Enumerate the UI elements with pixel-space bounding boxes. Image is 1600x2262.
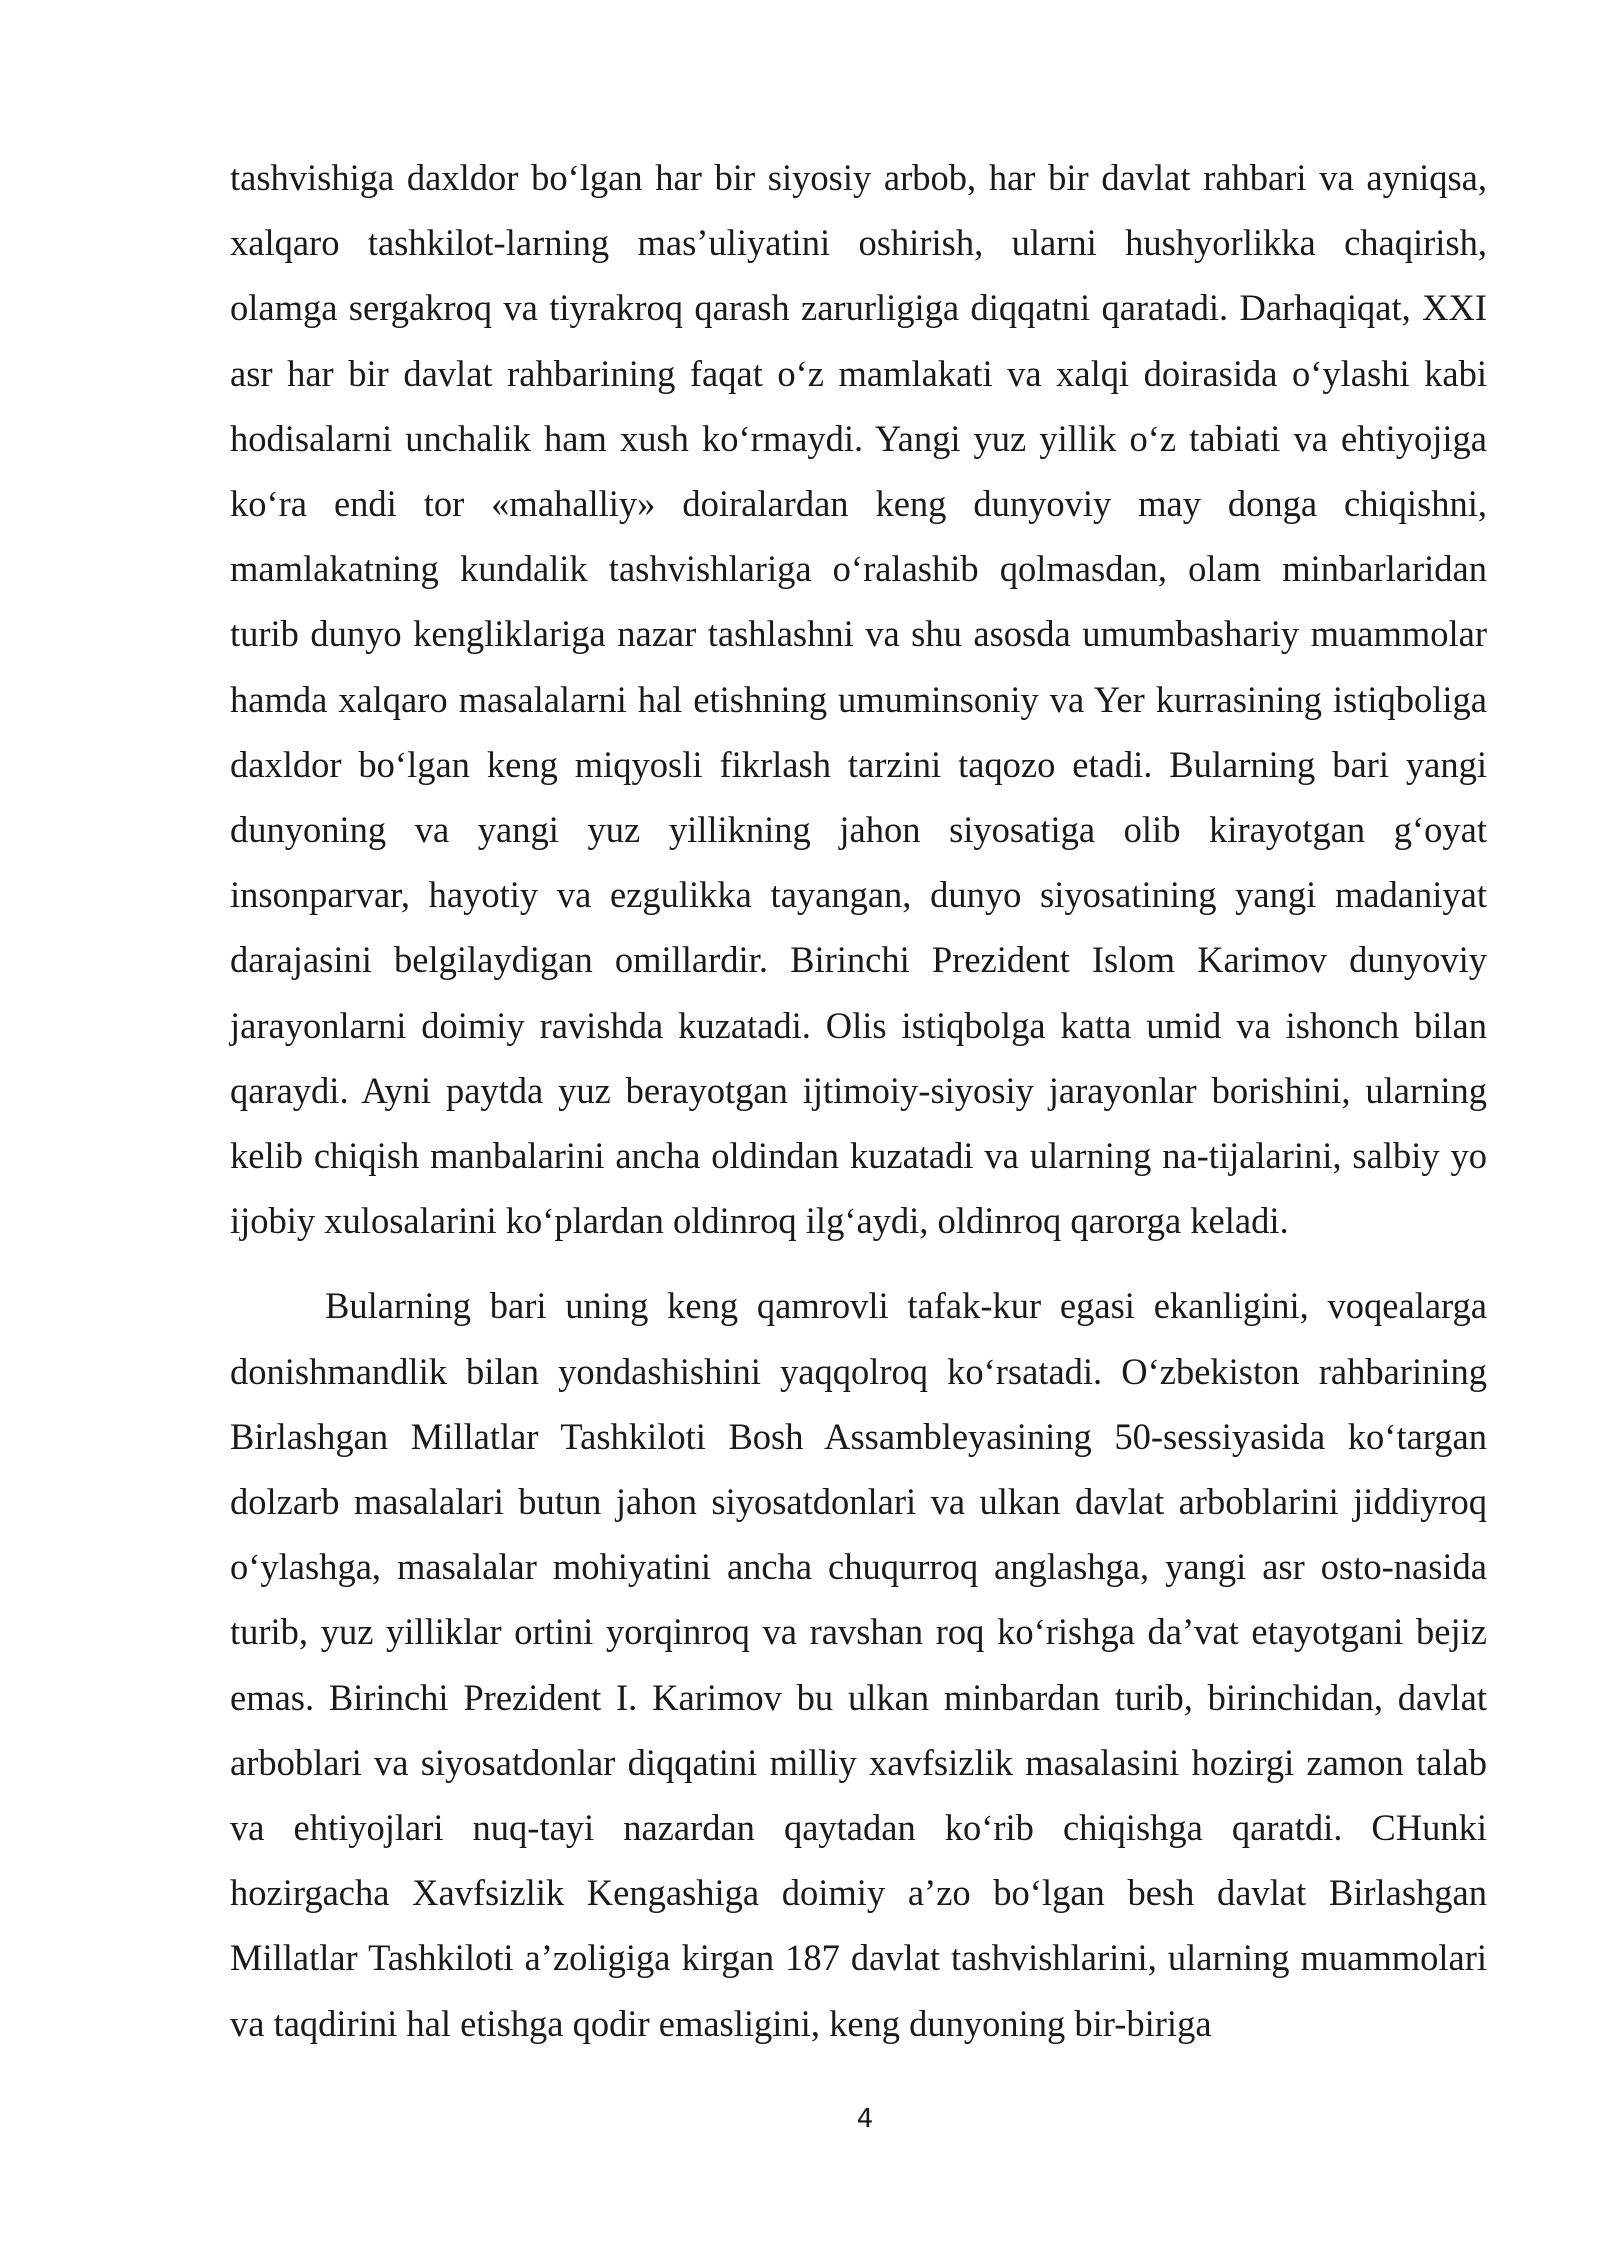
page-number: 4 bbox=[856, 2104, 874, 2134]
paragraph: tashvishiga daxldor bo‘lgan har bir siyosiy arbob, har bir davlat rahbari va ayniqsa, xalqaro tashkilot-larning mas’uliyatini oshirish, ularni hushyorlikka chaqirish, olamga sergakroq va tiyrakroq qarash zarurligiga diqqatni qaratadi. Darhaqiqat, XXI asr har bir davlat rahbarining faqat o‘z mamlakati va xalqi doirasida o‘ylashi kabi hodisalarni unchalik ham xush ko‘rmaydi. Yangi yuz yillik o‘z tabiati va ehtiyojiga ko‘ra endi tor «mahalliy» doiralardan keng dunyoviy may donga chiqishni, mamlakatning kundalik tashvishlariga o‘ralashib qolmasdan, olam minbarlaridan turib dunyo kengliklariga nazar tashlashni va shu asosda umumbashariy muammolar hamda xalqaro masalalarni hal etishning umuminsoniy va Yer kurrasining istiqboliga daxldor bo‘lgan keng miqyosli fikrlash tarzini taqozo etadi. Bularning bari yangi dunyoning va yangi yuz yillikning jahon siyosatiga olib kirayotgan g‘oyat insonparvar, hayotiy va ezgulikka tayangan, dunyo siyosatining yangi madaniyat darajasini belgilaydigan omillardir. Birinchi Prezident Islom Karimov dunyoviy jarayonlarni doimiy ravishda kuzatadi. Olis istiqbolga katta umid va ishonch bilan qaraydi. Ayni paytda yuz berayotgan ijtimoiy-siyosiy jarayonlar borishini, ularning kelib chiqish manbalarini ancha oldindan kuzatadi va ularning na-tijalarini, salbiy yo ijobiy xulosalarini ko‘plardan oldinroq ilg‘aydi, oldinroq qarorga keladi. bbox=[230, 157, 1487, 1242]
paragraph: Bularning bari uning keng qamrovli tafak-kur egasi ekanligini, voqealarga donishmandlik bilan yondashishini yaqqolroq ko‘rsatadi. O‘zbekiston rahbarining Birlashgan Millatlar Tashkiloti Bosh Assambleyasining 50-sessiyasida ko‘targan dolzarb masalalari butun jahon siyosatdonlari va ulkan davlat arboblarini jiddiyroq o‘ylashga, masalalar mohiyatini ancha chuqurroq anglashga, yangi asr osto-nasida turib, yuz yilliklar ortini yorqinroq va ravshan roq ko‘rishga da’vat etayotgani bejiz emas. Birinchi Prezident I. Karimov bu ulkan minbardan turib, birinchidan, davlat arboblari va siyosatdonlar diqqatini milliy xavfsizlik masalasini hozirgi zamon talab va ehtiyojlari nuq-tayi nazardan qaytadan ko‘rib chiqishga qaratdi. CHunki hozirgacha Xavfsizlik Kengashiga doimiy a’zo bo‘lgan besh davlat Birlashgan Millatlar Tashkiloti a’zoligiga kirgan 187 davlat tashvishlarini, ularning muammolari va taqdirini hal etishga qodir emasligini, keng dunyoning bir-biriga bbox=[230, 1285, 1487, 2044]
body-text bbox=[230, 145, 1487, 2056]
